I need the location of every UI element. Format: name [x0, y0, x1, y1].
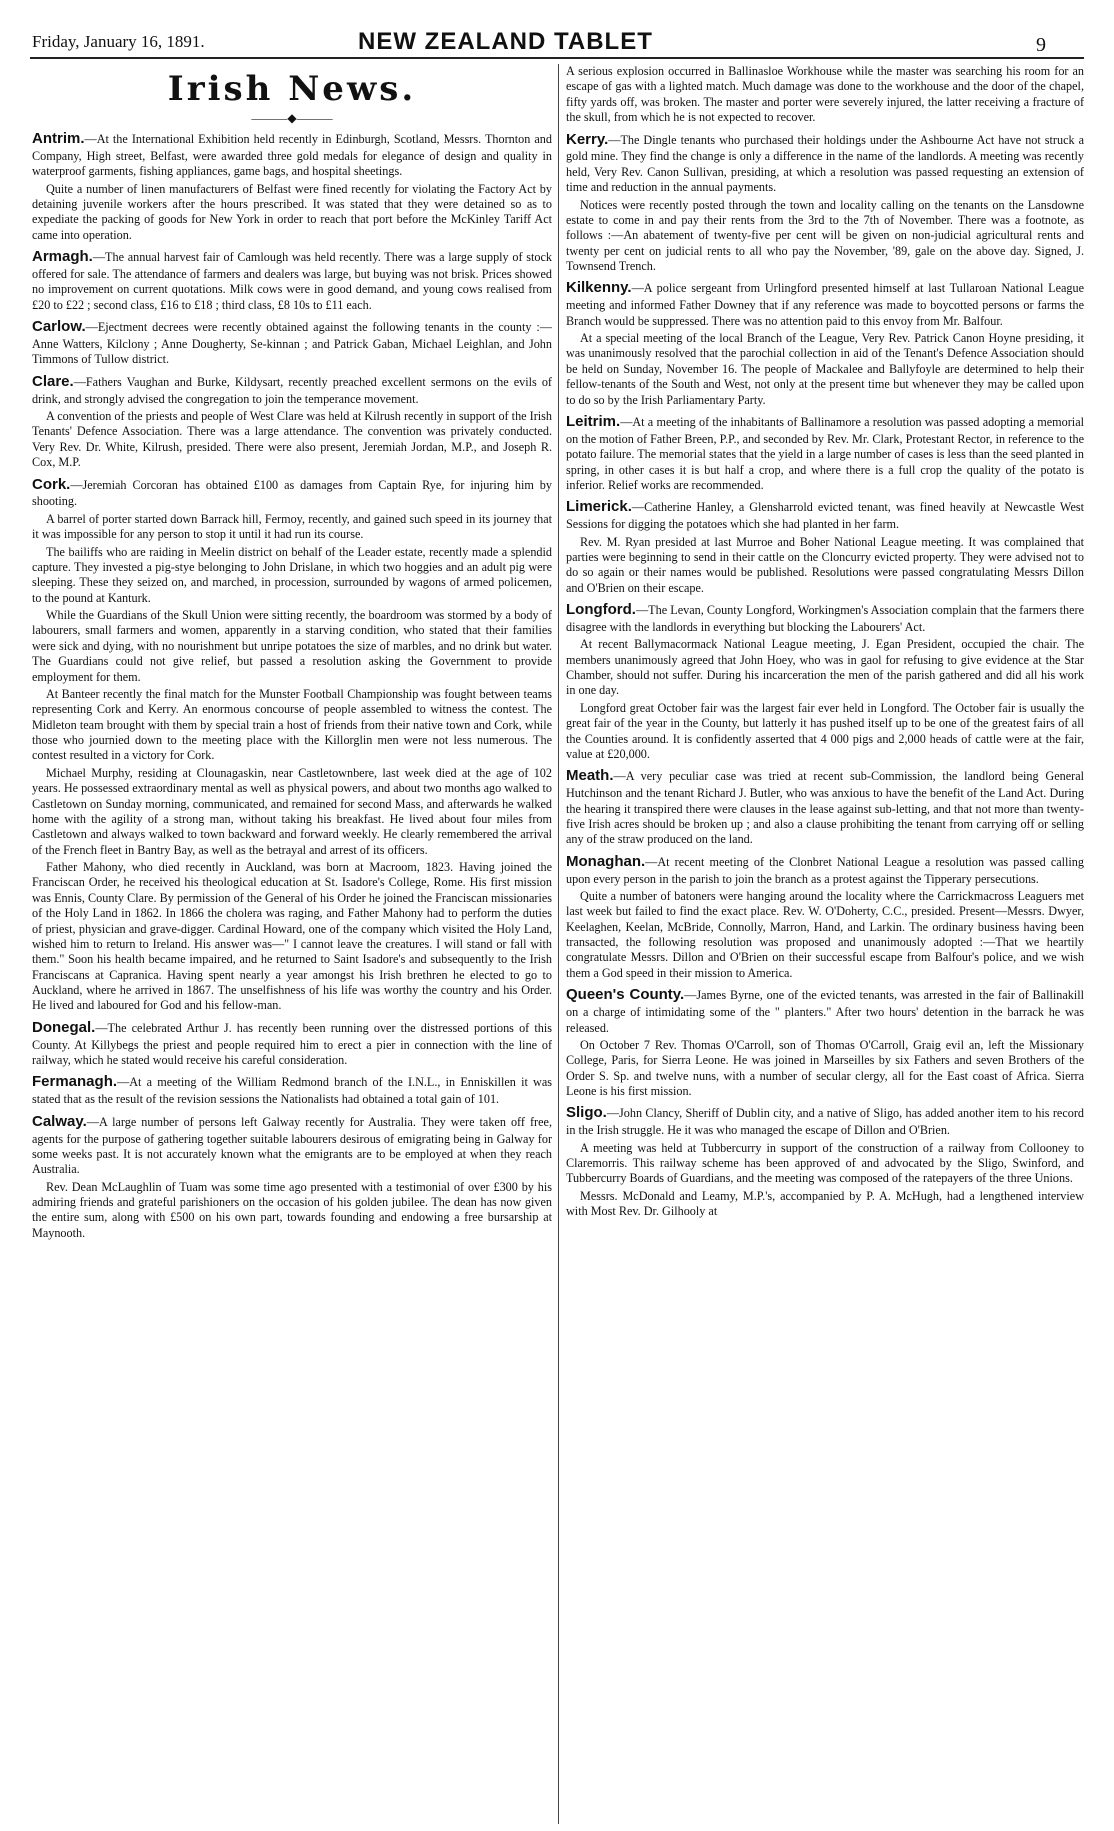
article-paragraph	[566, 198, 1084, 275]
article-paragraph	[566, 701, 1084, 763]
article-paragraph	[566, 279, 1084, 329]
paragraph-text: A convention of the priests and people of West Clare was held at Kilrush recently in support of the Irish Tenants' Defence Association. There was a large attendance. The convention was privately conducted. Very Rev. Dr. White, Kilrush, presided. There were also present, Jeremiah Jordan, M.P., and Joseph R. Cox, M.P.	[32, 409, 552, 470]
article-paragraph	[32, 476, 552, 510]
paragraph-text: —Ejectment decrees were recently obtained against the following tenants in the county :—Anne Watters, Kilclony ; Anne Dougherty, Se-kinnan ; and Patrick Gaban, Michael Leighlan, and John Timmons of Tullow district.	[32, 320, 552, 367]
paragraph-text: —Fathers Vaughan and Burke, Kildysart, recently preached excellent sermons on the evils of drink, and strongly advised the congregation to join the temperance movement.	[32, 374, 552, 406]
issue-date: Friday, January 16, 1891.	[32, 32, 205, 51]
paragraph-text: —Jeremiah Corcoran has obtained £100 as damages from Captain Rye, for injuring him by shooting.	[32, 477, 552, 509]
article	[32, 1073, 552, 1107]
article	[566, 498, 1084, 596]
paragraph-text: Michael Murphy, residing at Clounagaskin, near Castletownbere, last week died at the age of 102 years. He possessed extraordinary mental as well as physical powers, and about two months ago walked to Castletown on Sunday morning, communicated, and remained for second Mass, and afterwards he walked home with the agility of a strong man, without taking his breakfast. He lived about four miles from Castletown and always walked to town backward and forward weekly. He clearly remembered the arrival of the French fleet in Bantry Bay, as well as the betrayal and arrest of its officers.	[32, 765, 552, 857]
article	[566, 413, 1084, 493]
article-paragraph	[566, 1038, 1084, 1100]
paragraph-text: —At a meeting of the inhabitants of Ballinamore a resolution was passed adopting a memorial on the motion of Father Breen, P.P., and seconded by Rev. Mr. Clark, Protestant Rector, in reference to the potato failure. The memorial states that the yield in a large number of cases is less than the seed planted in spring, in other cases it is but half a crop, and where there is a full crop the quality of the potato is inferior. Relief works are recommended.	[566, 414, 1084, 492]
article-paragraph	[566, 131, 1084, 196]
paragraph-text: —The Levan, County Longford, Workingmen's Association complain that the farmers there disagree with the landlords in everything but blocking the Labourers' Act.	[566, 603, 1084, 634]
masthead	[0, 0, 1114, 56]
article	[32, 373, 552, 471]
article	[566, 1104, 1084, 1219]
article-paragraph	[566, 853, 1084, 887]
paragraph-text: A barrel of porter started down Barrack hill, Fermoy, recently, and gained such speed in its journey that it was impossible for any person to stop it until it had run its course.	[32, 511, 552, 542]
article	[32, 1113, 552, 1242]
article-paragraph	[566, 1104, 1084, 1138]
article	[566, 986, 1084, 1099]
article-paragraph	[32, 1073, 552, 1107]
section-heading: Irish News.	[167, 69, 417, 109]
paragraph-text: —A large number of persons left Galway recently for Australia. They were taken off free, agents for the purpose of gathering together suitable labourers desirous of emigrating being in Galway for some weeks past. It is not accurately known what the emigrants are to be employed at when they reach Australia.	[32, 1114, 552, 1177]
paragraph-text: The bailiffs who are raiding in Meelin district on behalf of the Leader estate, recently made a splendid capture. They invested a pig-stye belonging to John Drislane, in which two hoggies and an adult pig were sleeping. These they seized on, and marched, in procession, surrounded by wagons of armed policemen, to the pound at Kanturk.	[32, 544, 552, 605]
page-number: 9	[1036, 34, 1046, 56]
paragraph-text: Rev. Dean McLaughlin of Tuam was some time ago presented with a testimonial of over £300 by his admiring friends and grateful parishioners on the occasion of his golden jubilee. The dean has now given the entire sum, along with £500 on his own part, towards founding and endowing a free bursarship at Maynooth.	[32, 1179, 552, 1240]
county-heading: Meath.	[566, 767, 614, 785]
paragraph-text: A serious explosion occurred in Ballinasloe Workhouse while the master was searching his room for an escape of gas with a lighted match. Much damage was done to the workhouse and the door of the chapel, fifty yards off, was broken. The master and porter were severely injured, the latter receiving a fracture of the skull, from which he is not expected to recover.	[566, 64, 1084, 125]
article-paragraph	[32, 373, 552, 407]
paragraph-text: On October 7 Rev. Thomas O'Carroll, son of Thomas O'Carroll, Graig evil an, left the Missionary College, Paris, for Sierra Leone. He was joined in Marseilles by six Fathers and seven Brothers of the Order S. Sp. and twelve nuns, with a number of secular clergy, all for the East coast of Africa. Sierra Leone is his first mission.	[566, 1037, 1084, 1098]
article	[32, 476, 552, 1014]
county-heading: Antrim.	[32, 129, 85, 147]
article	[32, 130, 552, 243]
county-heading: Limerick.	[566, 498, 632, 516]
county-heading: Sligo.	[566, 1104, 607, 1122]
right-column	[566, 64, 1084, 1824]
article	[566, 131, 1084, 275]
article-paragraph	[32, 545, 552, 607]
paragraph-text: —At a meeting of the William Redmond branch of the I.N.L., in Enniskillen it was stated that as the result of the revision sessions the Nationalists had obtained a total gain of 101.	[32, 1075, 552, 1107]
masthead-rule	[30, 57, 1084, 59]
article	[32, 248, 552, 313]
paragraph-text: Quite a number of linen manufacturers of Belfast were fined recently for violating the Factory Act by detaining juvenile workers after the hours prescribed. It was stated that they were detained so as to expediate the packing of goods for New York in order to reach that port before the McKinley Tariff Act came into operation.	[32, 181, 552, 242]
paragraph-text: Father Mahony, who died recently in Auckland, was born at Macroom, 1823. Having joined the Franciscan Order, he received his theological education at St. Isadore's College, Rome. His first mission was Ennis, County Clare. By permission of the General of his Order he joined the Franciscan missionaries of the Holy Land in 1862. In 1866 the cholera was raging, and Father Mahony had to perform the duties of priest, physician and grave-digger. Cardinal Howard, one of the company which visited the Holy Land, wished him to return to Ireland. His answer was—" I cannot leave the creatures. I will stand or fall with them." Soon his health became impaired, and he returned to Saint Isadore's and subsequently to the Irish Franciscans at Capranica. Having spent nearly a year amongst his Irish brethren he elected to go to Auckland, where he arrived in 1867. The unselfishness of his life was worthy the country and his Order. He lived and laboured for God and his fellow-man.	[32, 860, 552, 1013]
article	[566, 601, 1084, 762]
county-heading: Cork.	[32, 475, 71, 493]
article-paragraph	[32, 1180, 552, 1242]
paragraph-text: Messrs. McDonald and Leamy, M.P.'s, accompanied by P. A. McHugh, had a lengthened interview with Most Rev. Dr. Gilhooly at	[566, 1188, 1084, 1219]
article-paragraph	[566, 535, 1084, 597]
article-paragraph	[32, 182, 552, 244]
heading-ornament: ———◆———	[251, 110, 333, 125]
article-paragraph	[32, 130, 552, 180]
right-article-list	[566, 64, 1084, 1220]
left-column	[32, 64, 552, 1824]
article-paragraph	[566, 498, 1084, 532]
paragraph-text: —James Byrne, one of the evicted tenants, was arrested in the fair of Ballinakill on a charge of intimidating some of the " planters." After two hours' detention in the barrack he was released.	[566, 988, 1084, 1035]
paragraph-text: A meeting was held at Tubbercurry in support of the construction of a railway from Collooney to Claremorris. This railway scheme has been approved of and advocated by the Sligo, Swinford, and Tubbercurry Boards of Guardians, and the meeting was composed of the ratepayers of the three Unions.	[566, 1140, 1084, 1186]
article-paragraph	[32, 512, 552, 543]
paragraph-text: —At the International Exhibition held recently in Edinburgh, Scotland, Messrs. Thornton and Company, High street, Belfast, were awarded three gold medals for elegance of design and quality in waterproof garments, fishing appliances, game bags, and hospital sheetings.	[32, 131, 552, 179]
article-paragraph	[566, 637, 1084, 699]
article-paragraph	[566, 331, 1084, 408]
county-heading: Longford.	[566, 601, 636, 619]
article-paragraph	[566, 1189, 1084, 1220]
article-paragraph	[32, 318, 552, 368]
article-paragraph	[32, 766, 552, 858]
article-paragraph	[566, 889, 1084, 981]
article	[566, 767, 1084, 847]
paragraph-text: —The celebrated Arthur J. has recently been running over the distressed portions of this County. At Killybegs the priest and people required him to erect a pier in connection with the line of railway, which he stated would receive his careful consideration.	[32, 1020, 552, 1068]
article-paragraph	[566, 986, 1084, 1036]
paragraph-text: Longford great October fair was the largest fair ever held in Longford. The October fair is usually the great fair of the year in the County, but latterly it has pushed itself up to be one of the greatest fairs of all the Counties around. It is confidently asserted that 4 000 pigs and 2,000 heads of cattle were at the fair, value at £20,000.	[566, 700, 1084, 761]
paragraph-text: At Banteer recently the final match for the Munster Football Championship was fought between teams representing Cork and Kerry. An enormous concourse of people assembled to witness the contest. The Midleton team brought with them by special train a host of friends from their native town and Cork, while those who journied down to the meeting place with the Killorglin men were not less numerous. The contest resulted in a victory for Cork.	[32, 686, 552, 763]
county-heading: Clare.	[32, 372, 74, 390]
paragraph-text: —The annual harvest fair of Camlough was held recently. There was a large supply of stock offered for sale. The attendance of farmers and dealers was large, but buying was not brisk. Prices showed no improvement on current quotations. Milk cows were in good demand, and young cows realised from £20 to £22 ; second class, £16 to £18 ; third class, £8 10s to £11 each.	[32, 250, 552, 312]
article	[32, 318, 552, 368]
county-heading: Leitrim.	[566, 412, 621, 430]
article-paragraph	[32, 409, 552, 471]
county-heading: Monaghan.	[566, 852, 646, 870]
paragraph-text: While the Guardians of the Skull Union were sitting recently, the boardroom was stormed by a body of labourers, small farmers and women, apparently in a starving condition, who stated that their families were sick and dying, with no nourishment but unripe potatoes the size of marbles, and no drink but water. The Guardians could not give relief, but passed a resolution asking the Government to provide employment for them.	[32, 608, 552, 684]
article-paragraph	[32, 687, 552, 764]
article-paragraph	[566, 64, 1084, 126]
article	[566, 64, 1084, 126]
paragraph-text: —A very peculiar case was tried at recent sub-Commission, the landlord being General Hutchinson and the tenant Richard J. Butler, who was anxious to have the benefit of the Land Act. During the hearing it transpired there were clauses in the lease against sub-letting, and that not more than twenty-five Irish acres should be broken up ; and also a clause prohibiting the tenant from carrying off or selling any of the straw produced on the land.	[566, 769, 1084, 847]
paragraph-text: At a special meeting of the local Branch of the League, Very Rev. Patrick Canon Hoyne presiding, it was unanimously resolved that the parochial collection in aid of the Tenant's Defence Association should be held on Sunday, November 16. The people of Mackalee and Ballyfoyle are determined to help their fellow-tenants of the South and West, not only at the present time but whenever they may be called upon to do so by the Irish Parliamentary Party.	[566, 331, 1084, 407]
paragraph-text: —A police sergeant from Urlingford presented himself at last Tullaroan National League meeting and informed Father Downey that if any reference was made to boycotted persons or farms the Branch would be suppressed. There was no attention paid to this envoy from Mr. Balfour.	[566, 281, 1084, 328]
article-paragraph	[32, 860, 552, 1014]
county-heading: Fermanagh.	[32, 1073, 118, 1091]
article	[32, 1019, 552, 1069]
paragraph-text: —Catherine Hanley, a Glensharrold evicted tenant, was fined heavily at Newcastle West Sessions for digging the potatoes which she had planted in her farm.	[566, 500, 1084, 532]
paragraph-text: Notices were recently posted through the town and locality calling on the tenants on the Lansdowne estate to come in and pay their rents from the 3rd to the 7th of November. There was a footnote, as follows :—An abatement of twenty-five per cent will be given on non-judicial agricultural rents and twenty per cent on judicial rents to all who pay the November, '89, gale on the above day. Signed, J. Townsend Trench.	[566, 197, 1084, 274]
county-heading: Queen's County.	[566, 986, 685, 1004]
paragraph-text: —John Clancy, Sheriff of Dublin city, and a native of Sligo, has added another item to his record in the Irish struggle. He it was who managed the escape of Dillon and O'Brien.	[566, 1106, 1084, 1138]
county-heading: Carlow.	[32, 318, 86, 336]
paragraph-text: At recent Ballymacormack National League meeting, J. Egan President, occupied the chair. The members unanimously agreed that John Hoey, who was in gaol for refusing to give evidence at the Star Chamber, should not suffer. During his incarceration the men of the parish gathered and did all his work in one day.	[566, 637, 1084, 698]
paragraph-text: Quite a number of batoners were hanging around the locality where the Carrickmacross Leaguers met last week but failed to find the exact place. Rev. W. O'Doherty, C.C., presided. Present—Messrs. Dwyer, Keelaghen, Keelan, McBride, Connolly, Marron, Hand, and Larkin. The ordinary business having been transacted, the following resolution was proposed and unanimously adopted :—That we heartily congratulate Messrs. Dillon and O'Brien on their successful escape from Balfour's police, and we wish them a God speed in their mission to America.	[566, 888, 1084, 980]
left-article-list	[32, 130, 552, 1241]
paragraph-text: —At recent meeting of the Clonbret National League a resolution was passed calling upon every person in the parish to join the branch as a protest against the Tipperary persecutions.	[566, 854, 1084, 886]
article-paragraph	[32, 1019, 552, 1069]
article	[566, 279, 1084, 408]
paragraph-text: Rev. M. Ryan presided at last Murroe and Boher National League meeting. It was complained that parties were beginning to send in their cattle on the Cloncurry evicted property. They were advised not to do so again or their names would be published. Resolutions were passed congratulating Messrs Dillon and O'Brien on their escape.	[566, 534, 1084, 595]
paragraph-text: —The Dingle tenants who purchased their holdings under the Ashbourne Act have not struck a gold mine. They find the change is only a difference in the name of the landlords. A meeting was recently held, Very Rev. Canon Sullivan, presiding, at which a resolution was passed requesting an extension of time and reduction in the annual payments.	[566, 132, 1084, 195]
county-heading: Donegal.	[32, 1018, 96, 1036]
article-paragraph	[32, 608, 552, 685]
county-heading: Kerry.	[566, 130, 609, 148]
county-heading: Kilkenny.	[566, 279, 632, 297]
column-divider	[558, 64, 559, 1824]
article-paragraph	[566, 1141, 1084, 1187]
newspaper-title: NEW ZEALAND TABLET	[358, 28, 653, 55]
article-paragraph	[566, 601, 1084, 635]
article-paragraph	[32, 1113, 552, 1178]
article-paragraph	[566, 767, 1084, 847]
article-paragraph	[566, 413, 1084, 493]
article-paragraph	[32, 248, 552, 313]
county-heading: Calway.	[32, 1112, 87, 1130]
county-heading: Armagh.	[32, 248, 93, 266]
article	[566, 853, 1084, 982]
